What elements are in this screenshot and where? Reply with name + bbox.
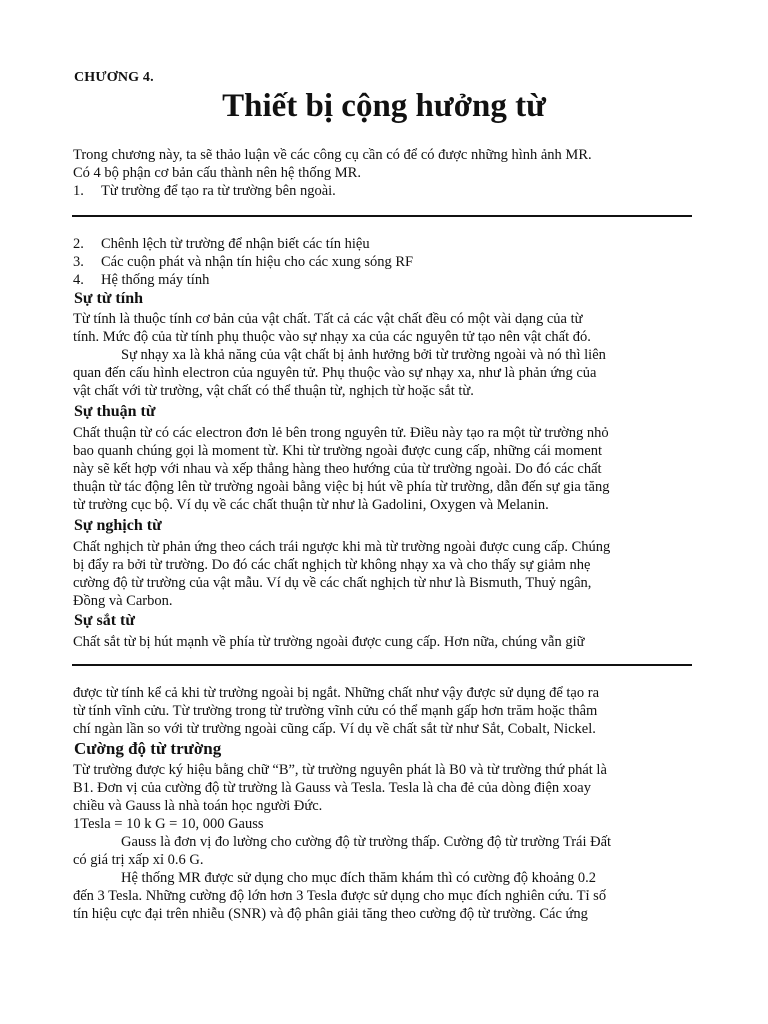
text-line: vật chất với từ trường, vật chất có thể thuận từ, nghịch từ hoặc sắt từ. [73,383,474,399]
list-item [73,271,703,289]
list-text: Chênh lệch từ trường để nhận biết các tín hiệu [101,236,370,252]
text-line: này sẽ kết hợp với nhau và xếp thẳng hàng theo hướng của từ trường ngoài. Do đó các chất [73,461,602,477]
list-number: 4. [73,272,84,288]
text-line: từ trường cục bộ. Ví dụ về các chất thuận từ như là Gadolini, Oxygen và Melanin. [73,497,549,513]
section-body [73,761,703,923]
text-line: Đồng và Carbon. [73,593,173,609]
text-line: chiều và Gauss là nhà toán học người Đức. [73,798,323,814]
page-divider [72,215,692,217]
text-line: Gauss là đơn vị đo lường cho cường độ từ trường thấp. Cường độ từ trường Trái Đất [121,834,612,850]
chapter-label: CHƯƠNG 4. [74,70,154,85]
section-heading: Sự nghịch từ [74,517,162,534]
text-line: Chất sắt từ bị hút mạnh về phía từ trường ngoài được cung cấp. Hơn nữa, chúng vẫn giữ [73,634,585,650]
section-body [73,310,703,400]
text-line: Chất nghịch từ phản ứng theo cách trái ngược khi mà từ trường ngoài được cung cấp. Chúng [73,539,611,555]
list-number: 1. [73,183,84,199]
section-body [73,633,703,651]
section-body [73,684,703,738]
list-item [73,235,703,253]
text-line: có giá trị xấp xỉ 0.6 G. [73,852,204,868]
text-line: Từ tính là thuộc tính cơ bản của vật chất. Tất cả các vật chất đều có một vài dạng của từ [73,311,583,327]
text-line: thuận từ tác động lên từ trường ngoài bằng việc bị hút về phía từ trường, dẫn đến sự gia tăng [73,479,610,495]
component-list [73,235,703,289]
text-line: được từ tính kể cả khi từ trường ngoài bị ngắt. Những chất như vậy được sử dụng để tạo ra [73,685,600,701]
text-line: quan đến cấu hình electron của nguyên tử. Phụ thuộc vào sự nhạy xa, như là phản ứng của [73,365,597,381]
text-line: tín hiệu cực đại trên nhiễu (SNR) và độ phân giải tăng theo cường độ từ trường. Các ứng [73,906,588,922]
text-line: Có 4 bộ phận cơ bản cấu thành nên hệ thống MR. [73,165,361,181]
section-body [73,424,703,514]
page-title: Thiết bị cộng hưởng từ [222,88,546,124]
text-line: từ tính vĩnh cửu. Từ trường trong từ trường vĩnh cửu có thể mạnh gấp hơn trăm hoặc thâm [73,703,598,719]
intro-paragraph [73,146,703,200]
list-text: Hệ thống máy tính [101,272,210,288]
page-divider [72,664,692,666]
section-heading: Sự từ tính [74,290,143,307]
list-text: Các cuộn phát và nhận tín hiệu cho các xung sóng RF [101,254,414,270]
section-heading: Sự thuận từ [74,403,156,420]
formula-line: 1Tesla = 10 k G = 10, 000 Gauss [73,816,264,832]
section-heading: Cường độ từ trường [74,739,222,758]
text-line: Sự nhạy xa là khả năng của vật chất bị ảnh hưởng bởi từ trường ngoài và nó thì liên [121,347,606,363]
list-text: Từ trường để tạo ra từ trường bên ngoài. [101,183,336,199]
text-line: bao quanh chúng gọi là moment từ. Khi từ trường ngoài được cung cấp, những cái moment [73,443,602,459]
section-body [73,538,703,610]
text-line: Chất thuận từ có các electron đơn lẻ bên trong nguyên tử. Điều này tạo ra một từ trường nhỏ [73,425,609,441]
text-line: B1. Đơn vị của cường độ từ trường là Gauss và Tesla. Tesla là cha đẻ của dòng điện xoay [73,780,591,796]
text-line: Từ trường được ký hiệu bằng chữ “B”, từ trường nguyên phát là B0 và từ trường thứ phát là [73,762,607,778]
section-heading: Sự sắt từ [74,612,135,629]
list-item [73,253,703,271]
text-line: chí ngàn lần so với từ trường ngoài cũng cấp. Ví dụ về chất sắt từ như Sắt, Cobalt, Nickel. [73,721,596,737]
list-item [73,182,703,200]
list-number: 2. [73,236,84,252]
text-line: bị đẩy ra bởi từ trường. Do đó các chất nghịch từ không nhạy xa và cho thấy sự giảm nhẹ [73,557,591,573]
list-number: 3. [73,254,84,270]
text-line: tính. Mức độ của từ tính phụ thuộc vào sự nhạy xa của các nguyên tử tạo nên vật chất đó. [73,329,591,345]
text-line: Hệ thống MR được sử dụng cho mục đích thăm khám thì có cường độ khoảng 0.2 [121,870,597,886]
text-line: đến 3 Tesla. Những cường độ lớn hơn 3 Tesla được sử dụng cho mục đích nghiên cứu. Tỉ số [73,888,607,904]
text-line: Trong chương này, ta sẽ thảo luận về các công cụ cần có để có được những hình ảnh MR. [73,147,592,163]
text-line: cường độ từ trường của vật mẫu. Ví dụ về các chất nghịch từ như là Bismuth, Thuỷ ngân, [73,575,592,591]
